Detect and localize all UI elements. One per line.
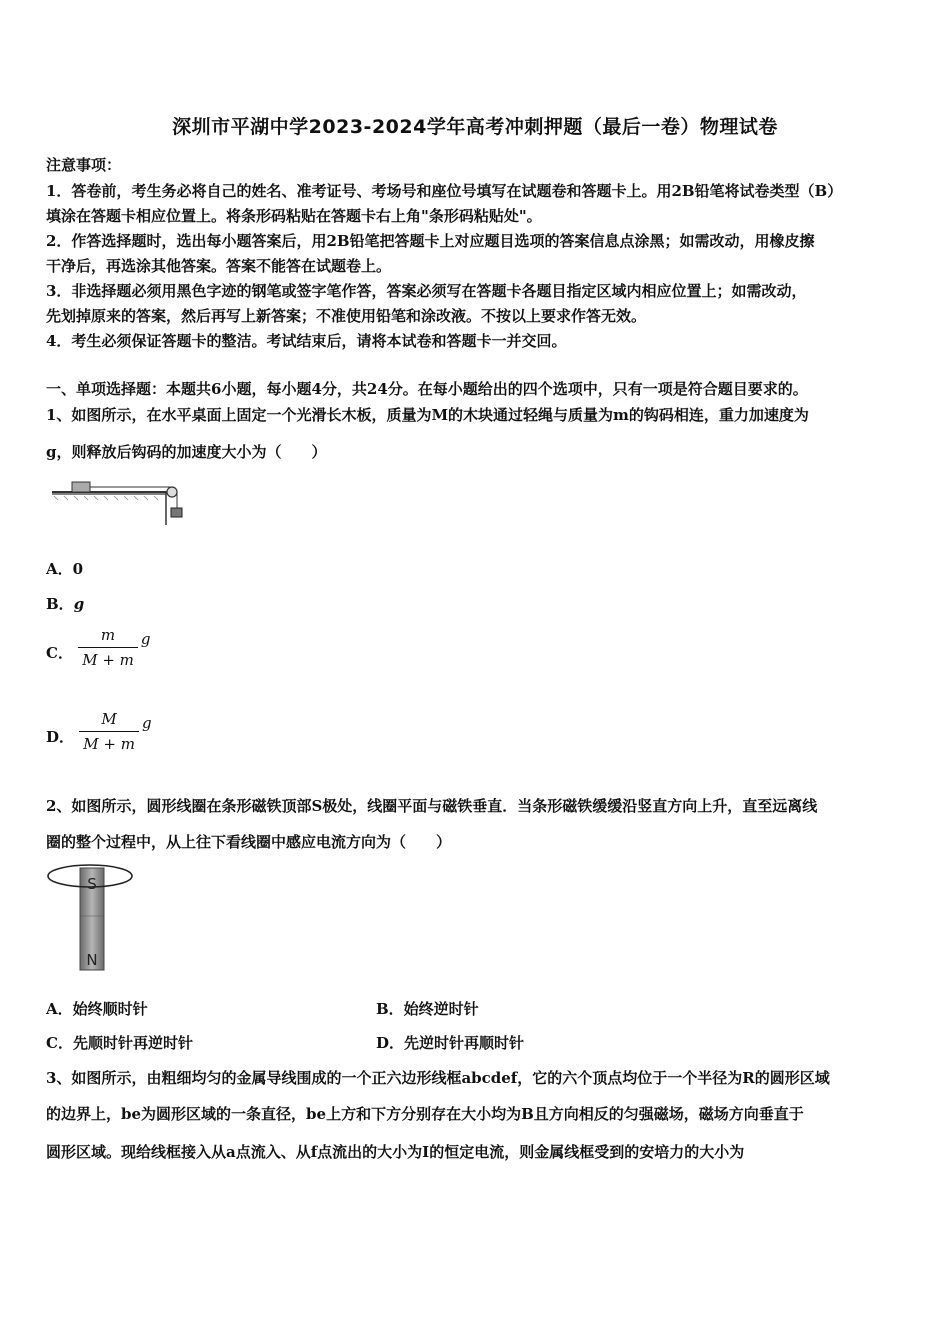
q1-option-d-g: g — [141, 713, 152, 732]
q1-option-b-label: B． — [46, 595, 74, 613]
magnet-s-pole-label: S — [87, 875, 97, 893]
q1-line-1: 1、如图所示，在水平桌面上固定一个光滑长木板，质量为M的木块通过轻绳与质量为m的钩码相连，重力加速度为 — [46, 406, 809, 424]
notice-line-1: 1．答卷前，考生务必将自己的姓名、准考证号、考场号和座位号填写在试题卷和答题卡上。用2B铅笔将试卷类型（B） — [46, 182, 843, 200]
notice-heading: 注意事项： — [46, 156, 122, 174]
q3-line-3: 圆形区域。现给线框接入从a点流入、从f点流出的大小为I的恒定电流，则金属线框受到的安培力的大小为 — [46, 1143, 745, 1161]
notice-line-4: 干净后，再选涂其他答案。答案不能答在试题卷上。 — [46, 257, 392, 275]
magnet-n-pole-label: N — [86, 951, 98, 969]
q1-option-d-numerator: M — [101, 710, 117, 728]
q1-option-b — [46, 593, 84, 614]
q1-option-c-fraction — [78, 626, 138, 669]
q2-line-1: 2、如图所示，圆形线圈在条形磁铁顶部S极处，线圈平面与磁铁垂直．当条形磁铁缓缓沿竖直方向上升，直至远离线 — [46, 797, 818, 815]
q1-option-c-numerator: m — [100, 626, 116, 644]
page-title: 深圳市平湖中学2023-2024学年高考冲刺押题（最后一卷）物理试卷 — [172, 116, 778, 138]
notice-line-2: 填涂在答题卡相应位置上。将条形码粘贴在答题卡右上角"条形码粘贴处"。 — [46, 207, 542, 225]
q1-option-a: A．0 — [46, 560, 84, 578]
q1-option-c-denominator: M + m — [78, 647, 138, 669]
q1-option-d — [46, 710, 152, 753]
q1-option-d-denominator: M + m — [79, 731, 139, 753]
q1-line-2: g，则释放后钩码的加速度大小为（ ） — [46, 443, 327, 461]
notice-line-5: 3．非选择题必须用黑色字迹的钢笔或签字笔作答，答案必须写在答题卡各题目指定区域内相应位置上；如需改动， — [46, 282, 807, 300]
q1-option-c-g: g — [140, 629, 151, 648]
q1-figure-table-pulley — [50, 478, 190, 528]
q2-option-c: C．先顺时针再逆时针 — [46, 1034, 193, 1052]
q2-figure-coil-magnet — [44, 862, 136, 974]
notice-line-7: 4．考生必须保证答题卡的整洁。考试结束后，请将本试卷和答题卡一并交回。 — [46, 332, 567, 350]
q1-option-b-value: g — [73, 595, 85, 613]
q3-line-1: 3、如图所示，由粗细均匀的金属导线围成的一个正六边形线框abcdef，它的六个顶点均位于一个半径为R的圆形区域 — [46, 1069, 830, 1087]
q2-line-2: 圈的整个过程中，从上往下看线圈中感应电流方向为（ ） — [46, 833, 452, 851]
q1-option-d-fraction — [79, 710, 139, 753]
q2-option-d: D．先逆时针再顺时针 — [376, 1034, 525, 1052]
q2-option-b: B．始终逆时针 — [376, 1000, 479, 1018]
q1-option-d-label: D． — [46, 727, 75, 746]
q1-option-c-label: C． — [46, 643, 73, 662]
q1-option-c — [46, 626, 150, 669]
section-header: 一、单项选择题：本题共6小题，每小题4分，共24分。在每小题给出的四个选项中，只有一项是符合题目要求的。 — [46, 380, 808, 398]
notice-line-3: 2．作答选择题时，选出每小题答案后，用2B铅笔把答题卡上对应题目选项的答案信息点涂黑；如需改动，用橡皮擦 — [46, 232, 815, 250]
q2-option-a: A．始终顺时针 — [46, 1000, 148, 1018]
notice-line-6: 先划掉原来的答案，然后再写上新答案；不准使用铅笔和涂改液。不按以上要求作答无效。 — [46, 307, 647, 325]
q3-line-2: 的边界上，be为圆形区域的一条直径，be上方和下方分别存在大小均为B且方向相反的匀强磁场，磁场方向垂直于 — [46, 1105, 804, 1123]
